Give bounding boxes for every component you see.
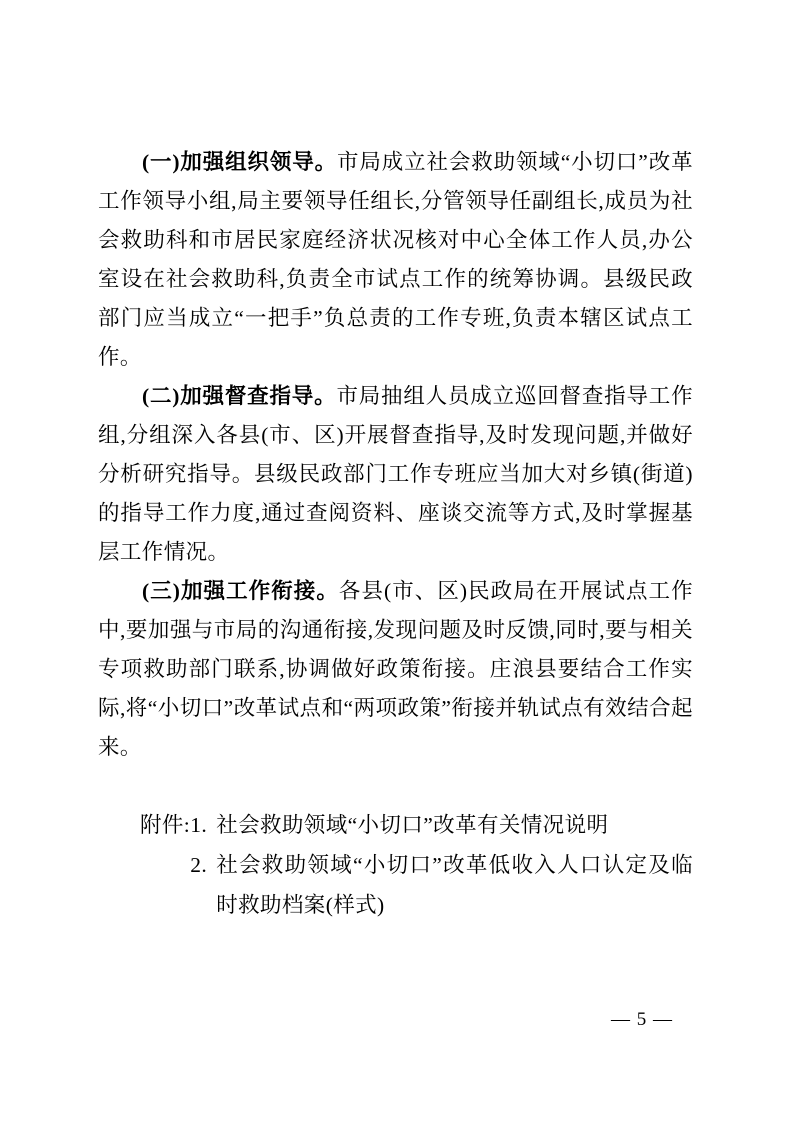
paragraph-3-body: 各县(市、区)民政局在开展试点工作中,要加强与市局的沟通衔接,发现问题及时反馈,同时,要与相关专项救助部门联系,协调做好政策衔接。庄浪县要结合工作实际,将“小切口”改革试点和“两项政策”衔接并轨试点有效结合起来。 xyxy=(98,579,694,759)
attachments-list xyxy=(190,805,693,925)
paragraph-3-heading: (三)加强工作衔接。 xyxy=(142,579,339,603)
attachments-label: 附件: xyxy=(140,813,191,837)
paragraph-3 xyxy=(98,572,693,767)
paragraph-1-heading: (一)加强组织领导。 xyxy=(142,150,338,174)
paragraph-2-heading: (二)加强督查指导。 xyxy=(142,384,337,408)
attachment-item-1-number: 1. xyxy=(190,813,208,837)
paragraph-2 xyxy=(98,377,693,572)
page-number: — 5 — xyxy=(611,1009,673,1030)
paragraph-1 xyxy=(98,143,693,377)
attachments-section xyxy=(140,805,693,925)
attachment-item-1-title: 社会救助领域“小切口”改革有关情况说明 xyxy=(216,813,609,837)
attachment-item-1 xyxy=(190,805,693,845)
document-body xyxy=(98,143,693,925)
paragraph-2-body: 市局抽组人员成立巡回督查指导工作组,分组深入各县(市、区)开展督查指导,及时发现问题,并做好分析研究指导。县级民政部门工作专班应当加大对乡镇(街道)的指导工作力度,通过查阅资料、座谈交流等方式,及时掌握基层工作情况。 xyxy=(98,384,693,564)
attachment-item-2 xyxy=(190,845,693,925)
attachment-item-2-number: 2. xyxy=(190,853,208,877)
paragraph-1-body: 市局成立社会救助领域“小切口”改革工作领导小组,局主要领导任组长,分管领导任副组长,成员为社会救助科和市居民家庭经济状况核对中心全体工作人员,办公室设在社会救助科,负责全市试点工作的统筹协调。县级民政部门应当成立“一把手”负总责的工作专班,负责本辖区试点工作。 xyxy=(98,150,693,369)
attachment-item-2-title: 社会救助领域“小切口”改革低收入人口认定及临时救助档案(样式) xyxy=(216,853,693,917)
